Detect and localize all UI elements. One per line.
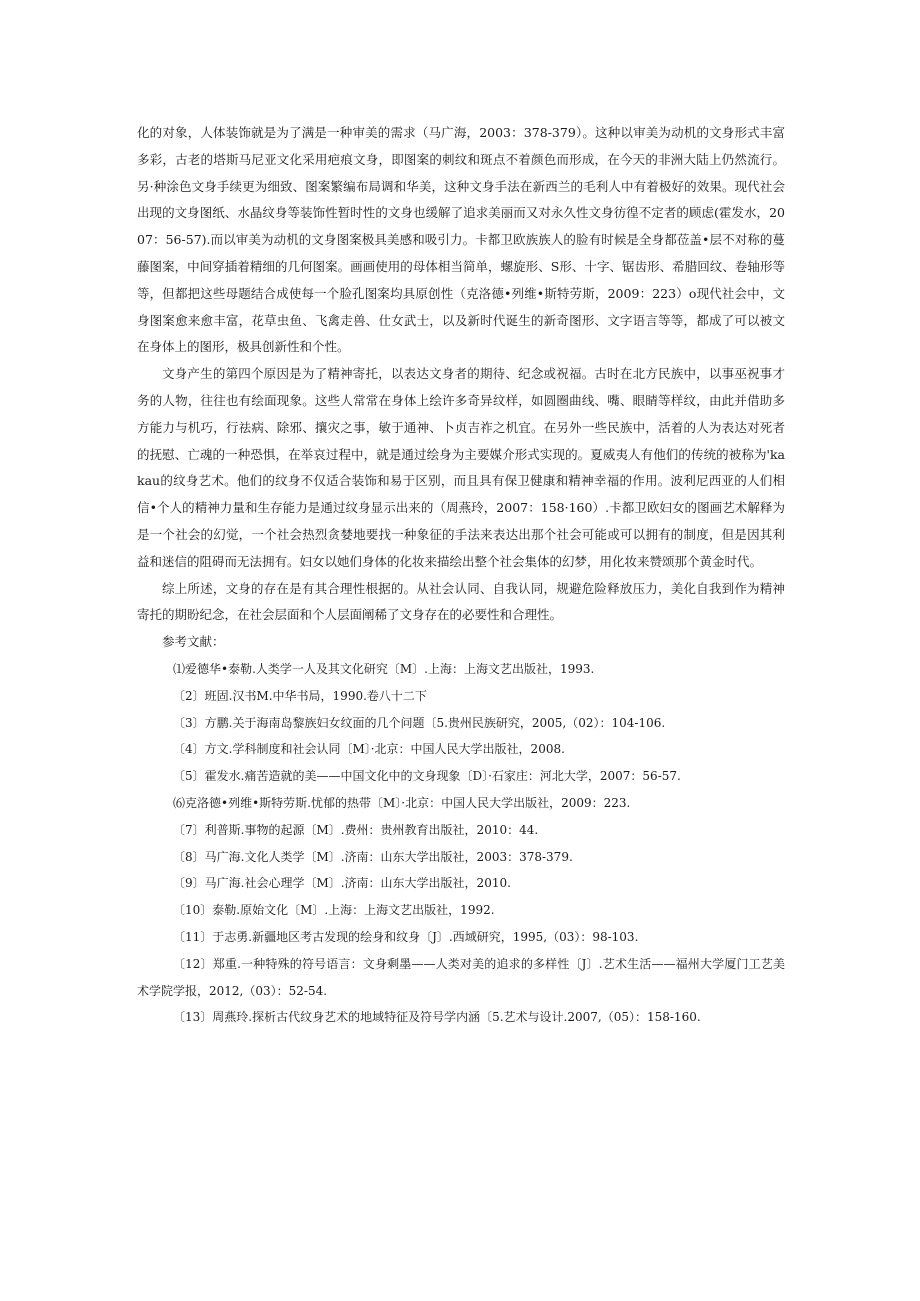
references-list bbox=[137, 656, 785, 1031]
reference-item: ⑹克洛德•列维•斯特劳斯.忧郁的热带〔M〕·北京：中国人民大学出版社，2009：223. bbox=[173, 795, 631, 810]
reference-item: 〔2〕班固.汉书M.中华书局，1990.卷八十二下 bbox=[173, 688, 427, 703]
reference-item: 〔11〕于志勇.新疆地区考古发现的绘身和纹身〔J〕.西域研究，1995,（03）：98-103. bbox=[173, 929, 639, 944]
reference-item: 〔7〕利普斯.事物的起源〔M〕.费州：贵州教育出版社，2010：44. bbox=[173, 822, 539, 837]
reference-item: 〔8〕马广海.文化人类学〔M〕.济南：山东大学出版社，2003：378-379. bbox=[173, 849, 573, 864]
paragraph-continued: 化的对象，人体装饰就是为了满是一种审美的需求（马广海，2003：378-379）。这种以审美为动机的文身形式丰富多彩，古老的塔斯马尼亚文化采用疤痕文身，即图案的刺纹和斑点不着颜色而形成，在今天的非洲大陆上仍然流行。另·种涂色文身手续更为细致、图案繁编布局调和华美，这种文身手法在新西兰的毛利人中有着极好的效果。现代社会出现的文身图纸、水晶纹身等装饰性暂时性的文身也缓解了追求美丽而又对永久性文身彷徨不定者的顾虑(霍发水，2007：56-57).而以审美为动机的文身图案极具美感和吸引力。卡都卫欧族族人的脸有时候是全身都莅盖•层不对称的蔓藤图案，中间穿插着精细的几何图案。画画使用的母体相当简单，螺旋形、S形、十字、锯齿形、希腊回纹、卷轴形等等，但都把这些母题结合成使每一个脸孔图案均具原创性（克洛德•列维•斯特劳斯，2009：223）o现代社会中，文身图案愈来愈丰富，花草虫鱼、飞禽走兽、仕女武士，以及新时代诞生的新奇图形、文字语言等等，都成了可以被文在身体上的图形，极具创新性和个性。 bbox=[137, 125, 785, 355]
paragraph-spiritual-reason: 文身产生的第四个原因是为了精神寄托，以表达文身者的期待、纪念或祝福。古时在北方民族中，以事巫祝事才务的人物，往往也有绘面现象。这些人常常在身体上绘许多奇异纹样，如圆圈曲线、嘴、眼睛等样纹，由此并借助多方能力与机巧，行祛病、除邪、攘灾之事，敏于通神、卜贞吉祚之机宜。在另外一些民族中，活着的人为表达对死者的抚慰、亡魂的一种恐惧，在举哀过程中，就是通过绘身为主要媒介形式实现的。夏威夷人有他们的传统的被称为'kakau的纹身艺术。他们的纹身不仅适合装饰和易于区别，而且具有保卫健康和精神幸福的作用。波利尼西亚的人们相信•个人的精神力量和生存能力是通过纹身显示出来的（周燕玲，2007：158·160）.卡都卫欧妇女的图画艺术解释为是一个社会的幻觉，一个社会热烈贪婪地要找一种象征的手法来表达出那个社会可能或可以拥有的制度，但是因其利益和迷信的阻碍而无法拥有。妇女以她们身体的化妆来描绘出整个社会集体的幻梦，用化妆来赞颂那个黄金时代。 bbox=[137, 366, 785, 569]
reference-item: 〔3〕方鹏.关于海南岛黎族妇女纹面的几个问题〔5.贵州民族研究，2005,（02）：104-106. bbox=[173, 715, 666, 730]
reference-item: 〔10〕泰勒.原始文化〔M〕.上海：上海文艺出版社，1992. bbox=[173, 903, 495, 918]
reference-item: 〔4〕方文.学科制度和社会认同〔M〕·北京：中国人民大学出版社，2008. bbox=[173, 742, 565, 757]
reference-item: ⑴爱德华•泰勒.人类学一人及其文化研究〔M〕.上海：上海文艺出版社，1993. bbox=[173, 661, 595, 676]
reference-item: 〔13〕周燕玲.探析古代纹身艺术的地域特征及符号学内涵〔5.艺术与设计.2007,（05）：158-160. bbox=[173, 1010, 701, 1025]
reference-item: 〔9〕马广海.社会心理学〔M〕.济南：山东大学出版社，2010. bbox=[173, 876, 511, 891]
reference-item: 〔5〕霍发水.痛苦造就的美——中国文化中的文身现象〔D〕·石家庄：河北大学，2007：56-57. bbox=[173, 769, 681, 784]
references-heading: 参考文献： bbox=[162, 634, 225, 650]
reference-item: 〔12〕郑重.一种特殊的符号语言：文身剩墨——人类对美的追求的多样性〔J〕.艺术生活——福州大学厦门工艺美术学院学报，2012,（03）：52-54. bbox=[137, 956, 785, 998]
paragraph-conclusion: 综上所述，文身的存在是有其合理性根据的。从社会认同、自我认同，规避危险释放压力，美化自我到作为精神寄托的期盼纪念，在社会层面和个人层面阐稀了文身存在的必要性和合理性。 bbox=[137, 580, 785, 623]
document-body bbox=[137, 120, 785, 1031]
